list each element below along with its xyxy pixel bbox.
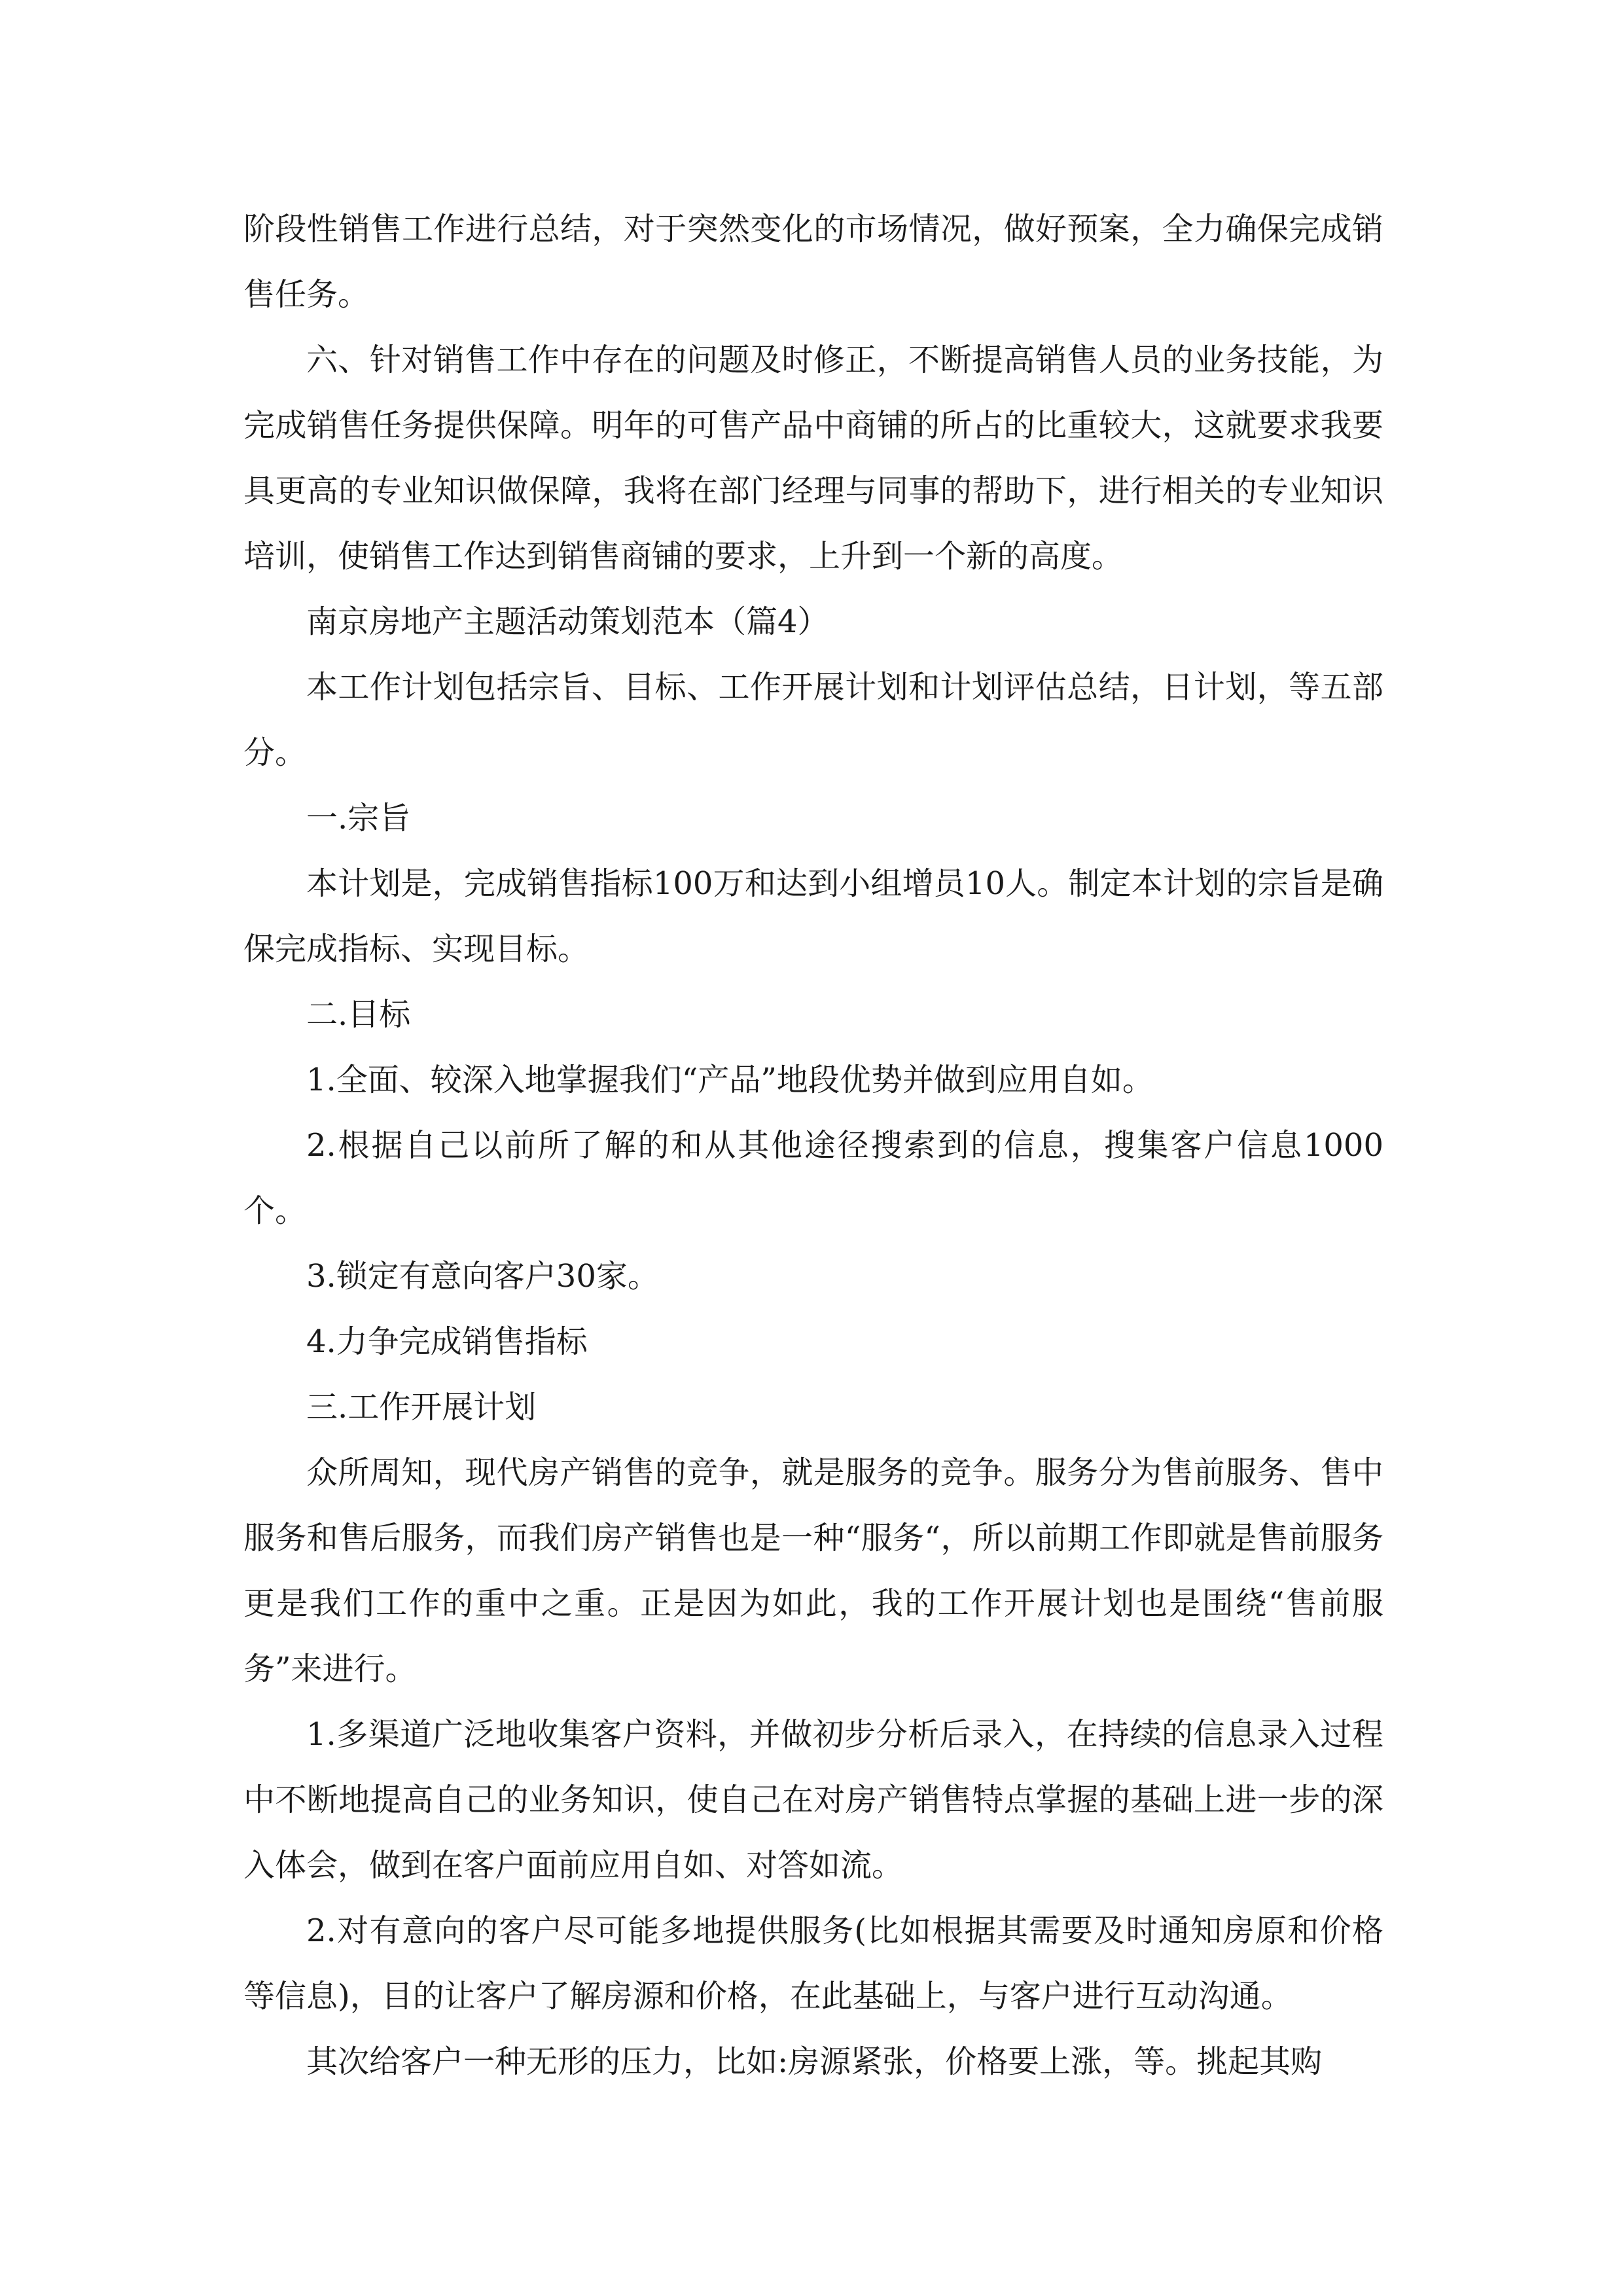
plan-item-1: 1.多渠道广泛地收集客户资料，并做初步分析后录入，在持续的信息录入过程中不断地提高自己的业务知识，使自己在对房产销售特点掌握的基础上进一步的深入体会，做到在客户面前应用自如、对答如流。	[243, 1716, 1383, 1884]
heading-purpose: 一.宗旨	[306, 800, 411, 836]
paragraph-intro: 本工作计划包括宗旨、目标、工作开展计划和计划评估总结，日计划，等五部分。	[243, 669, 1383, 771]
paragraph-work-plan: 众所周知，现代房产销售的竞争，就是服务的竞争。服务分为售前服务、售中服务和售后服务，而我们房产销售也是一种“服务“，所以前期工作即就是售前服务更是我们工作的重中之重。正是因为如此，我的工作开展计划也是围绕“售前服务”来进行。	[243, 1454, 1383, 1687]
paragraph-item-six: 六、针对销售工作中存在的问题及时修正，不断提高销售人员的业务技能，为完成销售任务提供保障。明年的可售产品中商铺的所占的比重较大，这就要求我要具更高的专业知识做保障，我将在部门经理与同事的帮助下，进行相关的专业知识培训，使销售工作达到销售商铺的要求，上升到一个新的高度。	[243, 342, 1383, 575]
paragraph-continuation: 阶段性销售工作进行总结，对于突然变化的市场情况，做好预案，全力确保完成销售任务。	[243, 211, 1383, 313]
plan-item-2: 2.对有意向的客户尽可能多地提供服务(比如根据其需要及时通知房原和价格等信息)，目的让客户了解房源和价格，在此基础上，与客户进行互动沟通。	[243, 1912, 1383, 2015]
goal-item-3: 3.锁定有意向客户30家。	[306, 1258, 659, 1295]
section-heading-article-4: 南京房地产主题活动策划范本（篇4）	[306, 603, 829, 640]
goal-item-4: 4.力争完成销售指标	[306, 1323, 588, 1360]
heading-work-plan: 三.工作开展计划	[306, 1389, 537, 1426]
goal-item-2: 2.根据自己以前所了解的和从其他途径搜索到的信息，搜集客户信息1000个。	[243, 1127, 1383, 1229]
heading-goals: 二.目标	[306, 996, 411, 1033]
document-body	[243, 196, 1383, 2094]
paragraph-purpose: 本计划是，完成销售指标100万和达到小组增员10人。制定本计划的宗旨是确保完成指标、实现目标。	[243, 865, 1383, 967]
goal-item-1: 1.全面、较深入地掌握我们“产品”地段优势并做到应用自如。	[306, 1062, 1154, 1098]
paragraph-final: 其次给客户一种无形的压力，比如:房源紧张，价格要上涨，等。挑起其购	[306, 2043, 1323, 2080]
